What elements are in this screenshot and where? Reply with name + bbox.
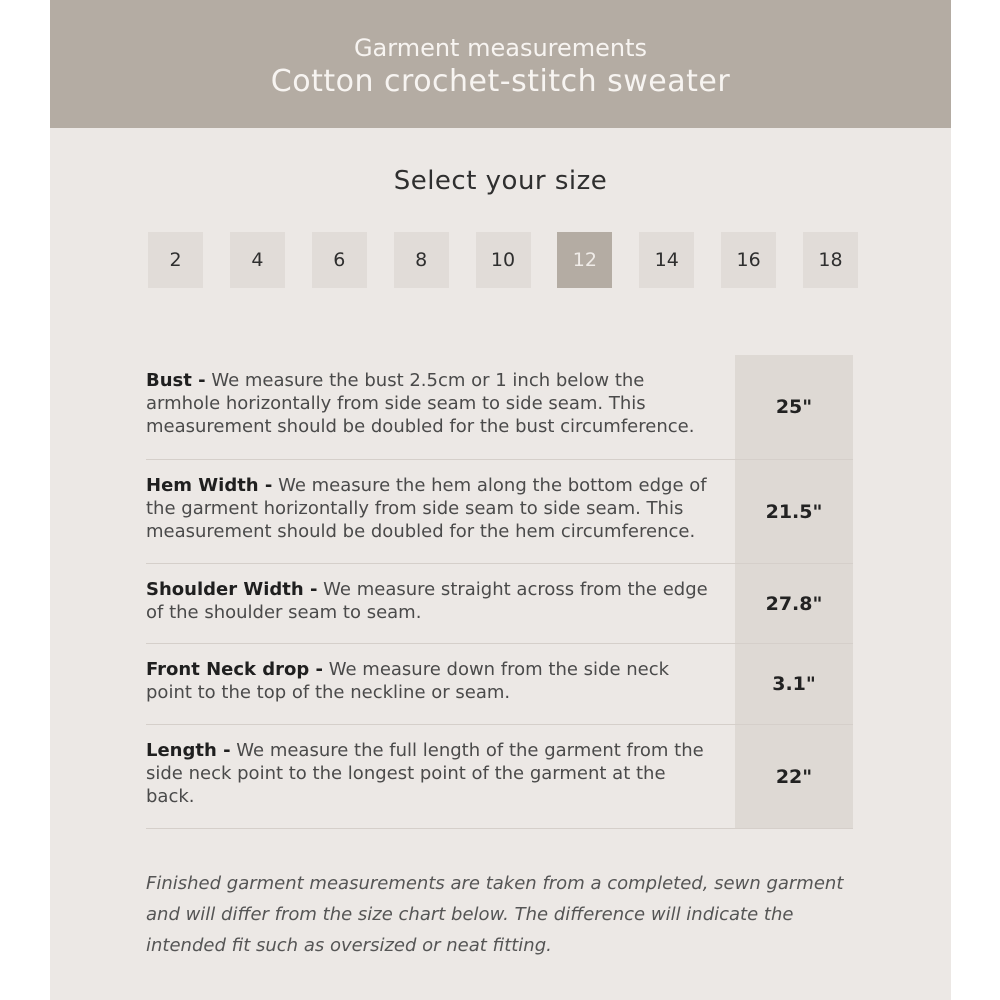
- size-button-18[interactable]: 18: [803, 232, 858, 288]
- measurement-row: [146, 355, 853, 460]
- header-title: Cotton crochet-stitch sweater: [270, 64, 731, 99]
- measurement-text: We measure down from the side neck point to the top of the neckline or seam.: [146, 659, 670, 703]
- measurement-label: Shoulder Width -: [146, 579, 318, 600]
- measurement-label: Length -: [146, 740, 231, 761]
- measurement-label: Hem Width -: [146, 475, 273, 496]
- measurement-value: 25": [735, 355, 853, 459]
- measurement-text: We measure straight across from the edge of the shoulder seam to seam.: [146, 579, 708, 623]
- measurement-row: [146, 725, 853, 829]
- measurement-row: [146, 564, 853, 644]
- measurements-table: [146, 355, 853, 829]
- measurement-row: [146, 460, 853, 564]
- measurement-text: We measure the bust 2.5cm or 1 inch below the armhole horizontally from side seam to side seam. This measurement should be doubled for the bust circumference.: [146, 370, 695, 437]
- header: [50, 0, 951, 128]
- size-button-12[interactable]: 12: [557, 232, 612, 288]
- size-button-8[interactable]: 8: [394, 232, 449, 288]
- header-subtitle: Garment measurements: [353, 34, 648, 62]
- measurement-description: [146, 564, 735, 643]
- measurement-text: We measure the full length of the garment from the side neck point to the longest point of the garment at the back.: [146, 740, 704, 807]
- measurement-value: 3.1": [735, 644, 853, 724]
- footnote: Finished garment measurements are taken from a completed, sewn garment and will differ from the size chart below. The difference will indicate the intended fit such as oversized or neat fitting.: [146, 873, 844, 956]
- measurement-label: Front Neck drop -: [146, 659, 324, 680]
- size-selector: [148, 232, 858, 288]
- measurement-label: Bust -: [146, 370, 206, 391]
- size-button-10[interactable]: 10: [476, 232, 531, 288]
- measurement-description: [146, 355, 735, 459]
- measurements-panel: [50, 0, 951, 1000]
- size-button-16[interactable]: 16: [721, 232, 776, 288]
- measurement-value: 21.5": [735, 460, 853, 563]
- size-button-6[interactable]: 6: [312, 232, 367, 288]
- measurement-description: [146, 725, 735, 828]
- size-button-14[interactable]: 14: [639, 232, 694, 288]
- measurement-description: [146, 644, 735, 724]
- measurement-value: 27.8": [735, 564, 853, 643]
- measurement-row: [146, 644, 853, 725]
- measurement-value: 22": [735, 725, 853, 828]
- measurement-text: We measure the hem along the bottom edge of the garment horizontally from side seam to side seam. This measurement should be doubled for the hem circumference.: [146, 475, 707, 542]
- select-size-title: Select your size: [393, 166, 608, 196]
- measurement-description: [146, 460, 735, 563]
- size-button-4[interactable]: 4: [230, 232, 285, 288]
- size-button-2[interactable]: 2: [148, 232, 203, 288]
